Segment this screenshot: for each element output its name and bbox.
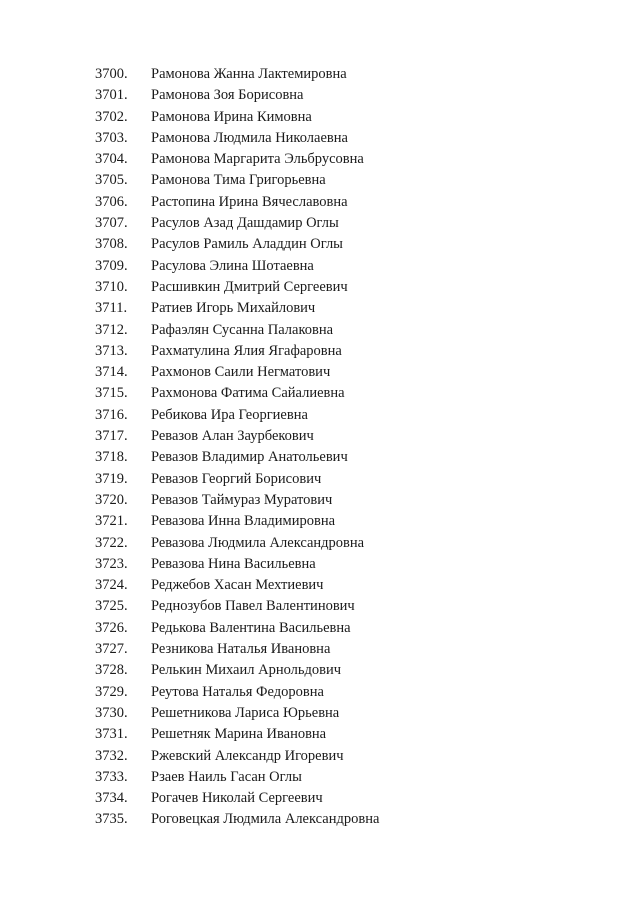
entry-number: 3730.: [95, 704, 128, 721]
list-item: [95, 618, 379, 639]
entry-number: 3702.: [95, 108, 128, 125]
entry-name: Расулов Рамиль Аладдин Оглы: [151, 236, 343, 253]
entry-number: 3706.: [95, 193, 128, 210]
entry-number: 3719.: [95, 470, 128, 487]
entry-name: Ржевский Александр Игоревич: [151, 747, 344, 764]
list-item: [95, 213, 379, 234]
list-item: [95, 320, 379, 341]
entry-number: 3735.: [95, 811, 128, 828]
list-item: [95, 85, 379, 106]
entry-name: Рахмонова Фатима Сайалиевна: [151, 385, 345, 402]
entry-name: Решетняк Марина Ивановна: [151, 726, 327, 743]
entry-number: 3727.: [95, 641, 128, 658]
list-item: [95, 746, 379, 767]
entry-number: 3715.: [95, 385, 128, 402]
entry-name: Рогачев Николай Сергеевич: [151, 790, 323, 807]
list-item: [95, 405, 379, 426]
entry-name: Рахматулина Ялия Ягафаровна: [151, 342, 342, 359]
list-item: [95, 362, 379, 383]
list-item: [95, 256, 379, 277]
entry-name: Роговецкая Людмила Александровна: [151, 811, 380, 828]
list-item: [95, 809, 379, 830]
entry-name: Реджебов Хасан Мехтиевич: [151, 577, 324, 594]
entry-number: 3720.: [95, 491, 128, 508]
list-item: [95, 767, 379, 788]
entry-name: Рамонова Людмила Николаевна: [151, 129, 348, 146]
list-item: [95, 703, 379, 724]
entry-number: 3728.: [95, 662, 128, 679]
entry-number: 3733.: [95, 768, 128, 785]
list-item: [95, 341, 379, 362]
entry-name: Редькова Валентина Васильевна: [151, 619, 351, 636]
list-item: [95, 511, 379, 532]
entry-number: 3717.: [95, 428, 128, 445]
entry-number: 3729.: [95, 683, 128, 700]
list-item: [95, 192, 379, 213]
entry-number: 3701.: [95, 87, 128, 104]
entry-name: Ребикова Ира Георгиевна: [151, 406, 308, 423]
entry-number: 3723.: [95, 555, 128, 572]
list-item: [95, 554, 379, 575]
entry-name: Ревазов Таймураз Муратович: [151, 491, 333, 508]
list-item: [95, 383, 379, 404]
list-item: [95, 298, 379, 319]
entry-name: Решетникова Лариса Юрьевна: [151, 704, 340, 721]
entry-number: 3712.: [95, 321, 128, 338]
list-item: [95, 469, 379, 490]
entry-number: 3711.: [95, 300, 128, 317]
list-item: [95, 107, 379, 128]
name-list: [95, 64, 379, 831]
entry-number: 3725.: [95, 598, 128, 615]
entry-name: Рахмонов Саили Негматович: [151, 364, 331, 381]
entry-name: Рамонова Зоя Борисовна: [151, 87, 304, 104]
entry-number: 3726.: [95, 619, 128, 636]
entry-number: 3713.: [95, 342, 128, 359]
entry-name: Расшивкин Дмитрий Сергеевич: [151, 278, 348, 295]
entry-name: Ратиев Игорь Михайлович: [151, 300, 316, 317]
entry-number: 3734.: [95, 790, 128, 807]
entry-number: 3731.: [95, 726, 128, 743]
entry-name: Реднозубов Павел Валентинович: [151, 598, 355, 615]
entry-number: 3707.: [95, 215, 128, 232]
list-item: [95, 639, 379, 660]
entry-name: Ревазов Владимир Анатольевич: [151, 449, 348, 466]
entry-name: Рамонова Ирина Кимовна: [151, 108, 312, 125]
list-item: [95, 724, 379, 745]
list-item: [95, 682, 379, 703]
entry-name: Ревазова Нина Васильевна: [151, 555, 316, 572]
list-item: [95, 149, 379, 170]
entry-number: 3700.: [95, 66, 128, 82]
list-item: [95, 170, 379, 191]
entry-name: Рамонова Жанна Лактемировна: [151, 66, 347, 82]
entry-number: 3714.: [95, 364, 128, 381]
list-item: [95, 277, 379, 298]
list-item: [95, 533, 379, 554]
list-item: [95, 788, 379, 809]
entry-name: Расулова Элина Шотаевна: [151, 257, 314, 274]
list-item: [95, 128, 379, 149]
entry-number: 3705.: [95, 172, 128, 189]
entry-name: Растопина Ирина Вячеславовна: [151, 193, 348, 210]
entry-name: Рамонова Маргарита Эльбрусовна: [151, 151, 364, 168]
entry-number: 3710.: [95, 278, 128, 295]
list-item: [95, 575, 379, 596]
entry-number: 3709.: [95, 257, 128, 274]
entry-name: Релькин Михаил Арнольдович: [151, 662, 342, 679]
entry-name: Ревазов Георгий Борисович: [151, 470, 322, 487]
list-item: [95, 426, 379, 447]
entry-name: Реутова Наталья Федоровна: [151, 683, 324, 700]
entry-name: Ревазова Инна Владимировна: [151, 513, 336, 530]
entry-number: 3718.: [95, 449, 128, 466]
entry-name: Рафаэлян Сусанна Палаковна: [151, 321, 334, 338]
list-item: [95, 234, 379, 255]
entry-number: 3721.: [95, 513, 128, 530]
entry-name: Ревазова Людмила Александровна: [151, 534, 365, 551]
entry-name: Расулов Азад Дашдамир Оглы: [151, 215, 339, 232]
list-item: [95, 490, 379, 511]
entry-number: 3722.: [95, 534, 128, 551]
entry-number: 3716.: [95, 406, 128, 423]
entry-number: 3708.: [95, 236, 128, 253]
list-item: [95, 660, 379, 681]
list-item: [95, 596, 379, 617]
entry-name: Рзаев Наиль Гасан Оглы: [151, 768, 302, 785]
entry-number: 3732.: [95, 747, 128, 764]
entry-number: 3724.: [95, 577, 128, 594]
entry-name: Ревазов Алан Заурбекович: [151, 428, 314, 445]
list-item: [95, 447, 379, 468]
list-item: [95, 64, 379, 85]
entry-name: Рамонова Тима Григорьевна: [151, 172, 326, 189]
entry-number: 3703.: [95, 129, 128, 146]
entry-number: 3704.: [95, 151, 128, 168]
entry-name: Резникова Наталья Ивановна: [151, 641, 331, 658]
